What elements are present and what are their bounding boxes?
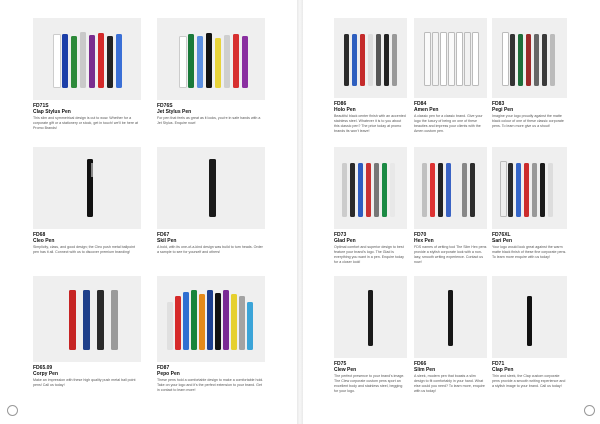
product-image (33, 276, 141, 362)
product-description: These pens hold a comfortable design to make a comfortable hold. Take on your logo and it's the perfect extension to your brand. Get in contact to learn more! (157, 378, 264, 392)
product-name: Clew Pen (334, 367, 357, 373)
product-card-fd67[interactable] (157, 147, 265, 255)
product-code: FD87 (157, 365, 170, 371)
product-card-fd73[interactable] (334, 147, 407, 265)
product-description: A sleek, modern pen that boasts a slim design to fit comfortably in your hand. What else could you need? To learn more, enquire with us today! (414, 374, 485, 393)
product-name: Amen Pen (414, 107, 439, 113)
product-name: Skil Pen (157, 238, 177, 244)
product-card-fd83[interactable] (492, 18, 567, 129)
product-card-fd65-09[interactable] (33, 276, 141, 388)
product-card-fd71[interactable] (492, 276, 567, 389)
product-description: Make an impression with these high quality push metal ball point pens! Call us today! (33, 378, 136, 387)
product-description: The perfect presence to your brand's image. The Clew corporate custom pens sport an excellent body and stainless steel, begging for your logo. (334, 374, 405, 393)
product-name: Pegi Pen (492, 107, 514, 113)
product-card-fd87[interactable] (157, 276, 265, 393)
product-code: FD75 (334, 361, 347, 367)
product-card-fd75[interactable] (334, 276, 407, 394)
product-name: Hex Pen (414, 238, 434, 244)
product-description: Optimal comfort and superior design to best feature your brand's logo. The Glad is everything you want in a pen. Enquire today for a closer look! (334, 245, 404, 264)
product-code: FD86 (334, 101, 347, 107)
product-description: Imagine your logo proudly against the matte black colour of one of these classic corporate pens. To learn more give us a shout! (492, 114, 564, 128)
product-name: Pepo Pen (157, 371, 180, 377)
product-image (334, 276, 407, 358)
product-description: Thin and sleek, the Clap custom corporate pens provide a smooth writing experience and a stylish image to your brand. Call us today! (492, 374, 566, 388)
page-number-right (584, 405, 595, 416)
product-card-fd84[interactable] (414, 18, 487, 134)
product-name: Glad Pen (334, 238, 356, 244)
product-description: A classic pen for a classic brand. Give your logo the luxury of being on one of these beauties and impress your clients with the Amen custom pen. (414, 114, 483, 133)
product-code: FD68 (33, 232, 46, 238)
product-card-fd68[interactable] (33, 147, 141, 255)
product-code: FD83 (492, 101, 505, 107)
product-image (414, 276, 487, 358)
product-image (414, 18, 487, 98)
left-page (0, 0, 297, 424)
product-code: FD76S (157, 103, 173, 109)
product-name: Clap Pen (492, 367, 514, 373)
product-card-fd70[interactable] (414, 147, 487, 265)
product-name: Corpy Pen (33, 371, 59, 377)
product-description: This slim and symmetrical design is cut to wow. Whether for a corporate gift or a stationery or stock, get in touch! we'll be here at Promo Brands! (33, 116, 138, 130)
product-image (492, 18, 567, 98)
product-description: Your logo would look great against the warm matte black finish of these fine corporate pens. To learn more enquire with us today! (492, 245, 567, 259)
product-code: FD65.09 (33, 365, 53, 371)
product-image (334, 18, 407, 98)
product-code: FD71 (492, 361, 505, 367)
product-description: FDS names of writing tool The Slim Hex pens provide a stylish corporate look with a non-lasy, smooth writing experience. Contact us now! (414, 245, 487, 264)
product-image (157, 147, 265, 229)
product-card-fd76xl[interactable] (492, 147, 567, 260)
product-code: FD66 (414, 361, 427, 367)
product-card-fd76s[interactable] (157, 18, 265, 126)
product-name: Jet Stylus Pen (157, 109, 192, 115)
product-image (414, 147, 487, 229)
product-name: Cleo Pen (33, 238, 55, 244)
product-image (33, 147, 141, 229)
product-image (334, 147, 407, 229)
product-card-fd71s[interactable] (33, 18, 141, 131)
product-name: Clap Stylus Pen (33, 109, 71, 115)
product-code: FD73 (334, 232, 347, 238)
product-code: FD76XL (492, 232, 511, 238)
product-image (157, 18, 265, 100)
product-name: Sari Pen (492, 238, 513, 244)
product-description: A bold, with its one-of-a-kind design was build to turn heads. Order a sample to see for yourself and others! (157, 245, 263, 254)
product-name: Slim Pen (414, 367, 436, 373)
product-name: Holo Pen (334, 107, 356, 113)
product-card-fd66[interactable] (414, 276, 487, 394)
product-code: FD71S (33, 103, 49, 109)
right-page (303, 0, 600, 424)
product-code: FD67 (157, 232, 170, 238)
page-number-left (7, 405, 18, 416)
product-description: For pen that feels as great as it looks, you're in safe hands with a Jet Stylus. Enquire now! (157, 116, 261, 125)
product-image (33, 18, 141, 100)
product-description: Beautiful black center finish with an accented stainless steel. Whatever it is to you about this classic pen? The price today at promo brands its won't leave! (334, 114, 406, 133)
product-description: Simplicity, class, and good design; the Cleo push metal ballpoint pen has it all. Connect with us to discover premium branding! (33, 245, 136, 254)
product-image (492, 147, 567, 229)
product-image (492, 276, 567, 358)
product-card-fd86[interactable] (334, 18, 407, 134)
product-code: FD84 (414, 101, 427, 107)
product-code: FD70 (414, 232, 427, 238)
product-image (157, 276, 265, 362)
